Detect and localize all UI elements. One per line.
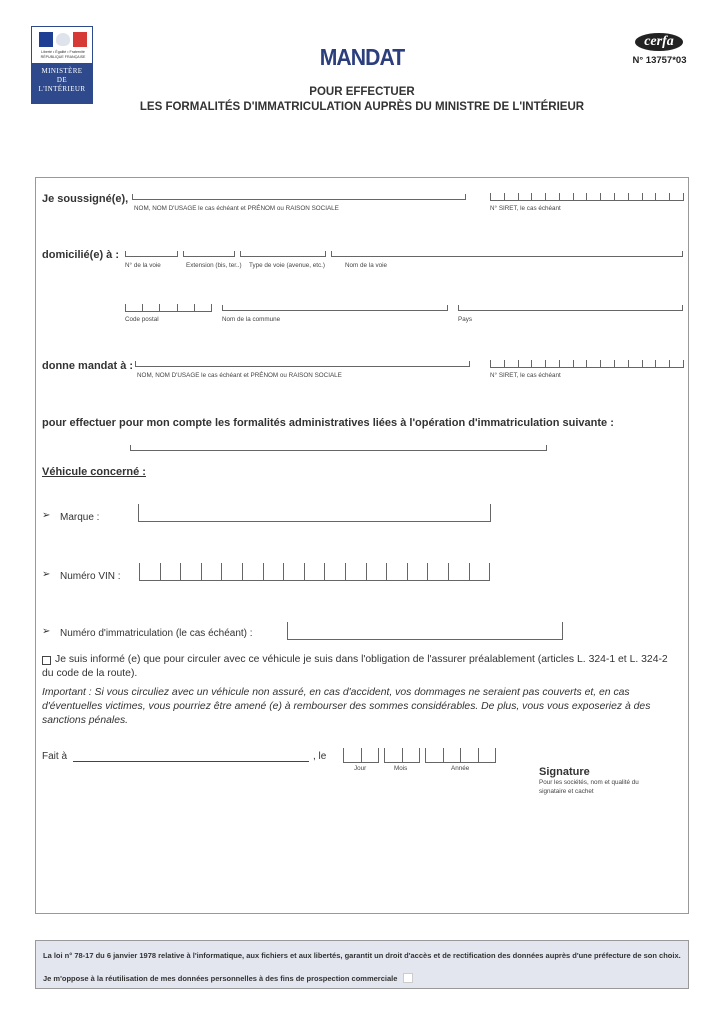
footer-notice (35, 940, 689, 989)
mandataire-name-caption: NOM, NOM D'USAGE le cas échéant et PRÉNOM ou RAISON SOCIALE (137, 372, 342, 379)
marianne-icon (56, 33, 70, 46)
cerfa-logo: cerfa (635, 33, 683, 51)
commune-field[interactable] (222, 305, 448, 311)
mois-caption: Mois (394, 765, 408, 772)
flag-blue (39, 32, 53, 47)
ministere-line: DE (56, 76, 68, 84)
signature-label: Signature (539, 766, 590, 778)
nom-voie-field[interactable] (331, 251, 683, 257)
mandataire-siret-caption: N° SIRET, le cas échéant (490, 372, 561, 379)
arrow-icon: ➢ (42, 510, 51, 521)
mandat-label: donne mandat à : (42, 360, 134, 372)
fait-lieu-field[interactable] (73, 761, 309, 762)
soussigne-name-field[interactable] (132, 194, 466, 200)
informe-text: Je suis informé (e) que pour circuler avec ce véhicule je suis dans l'obligation de l'assurer préalablement (articles L. 324-1 et L. 324-2 du code de la route). (42, 654, 668, 679)
mandataire-siret-field[interactable] (490, 360, 684, 368)
type-voie-caption: Type de voie (avenue, etc.) (249, 262, 325, 269)
domicile-label: domicilié(e) à : (42, 249, 120, 261)
mandataire-name-field[interactable] (135, 361, 470, 367)
oppose-checkbox[interactable] (403, 973, 413, 983)
vin-field[interactable] (139, 563, 490, 581)
mois-field[interactable] (384, 748, 420, 763)
vehicule-label: Véhicule concerné : (42, 466, 146, 478)
ministere-line: L'INTÉRIEUR (38, 85, 86, 93)
jour-caption: Jour (354, 765, 367, 772)
extension-caption: Extension (bis, ter..) (186, 262, 242, 269)
annee-caption: Année (451, 765, 470, 772)
soussigne-label: Je soussigné(e), (42, 193, 129, 205)
vin-label: Numéro VIN : (60, 571, 121, 582)
pays-caption: Pays (458, 316, 472, 323)
soussigne-name-caption: NOM, NOM D'USAGE le cas échéant et PRÉNOM ou RAISON SOCIALE (134, 205, 339, 212)
extension-field[interactable] (183, 251, 235, 257)
page-title: MANDAT (319, 44, 405, 70)
rf-text: Liberté • Égalité • Fraternité RÉPUBLIQUE FRANÇAISE (40, 50, 86, 59)
immat-field[interactable] (287, 622, 563, 640)
soussigne-siret-caption: N° SIRET, le cas échéant (490, 205, 561, 212)
republique-francaise-emblem (31, 26, 93, 64)
ministere-line: MINISTÈRE (41, 67, 83, 75)
soussigne-siret-field[interactable] (490, 193, 684, 201)
operation-field[interactable] (130, 445, 547, 451)
arrow-icon: ➢ (42, 626, 51, 637)
fait-label: Fait à (42, 751, 68, 762)
page-subtitle-2: LES FORMALITÉS D'IMMATRICULATION AUPRÈS DU MINISTRE DE L'INTÉRIEUR (139, 101, 585, 113)
operation-label: pour effectuer pour mon compte les formalités administratives liées à l'opération d'immatriculation suivante : (42, 417, 614, 429)
code-postal-caption: Code postal (125, 316, 159, 323)
marque-field[interactable] (138, 504, 491, 522)
commune-caption: Nom de la commune (222, 316, 281, 323)
cerfa-number: N° 13757*03 (632, 55, 687, 66)
page-subtitle-1: POUR EFFECTUER (309, 86, 415, 98)
nom-voie-caption: Nom de la voie (345, 262, 387, 269)
pays-field[interactable] (458, 305, 683, 311)
flag-red (73, 32, 87, 47)
oppose-text: Je m'oppose à la réutilisation de mes données personnelles à des fins de prospection commerciale (43, 974, 398, 983)
marque-label: Marque : (60, 512, 100, 523)
arrow-icon: ➢ (42, 569, 51, 580)
numero-voie-caption: N° de la voie (125, 262, 161, 269)
numero-voie-field[interactable] (125, 251, 178, 257)
jour-field[interactable] (343, 748, 379, 763)
important-text: Important : Si vous circuliez avec un véhicule non assuré, en cas d'accident, vos dommages ne seraient pas couverts et, en cas d'éventuelles victimes, vous pourriez être amené (e) à rembourser des sommes considérables. De plus, vous vous exposeriez à des sanctions pénales. (42, 687, 651, 726)
immat-label: Numéro d'immatriculation (le cas échéant) : (60, 628, 253, 639)
signature-caption: Pour les sociétés, nom et qualité du signataire et cachet (539, 779, 639, 795)
loi-text: La loi n° 78-17 du 6 janvier 1978 relative à l'informatique, aux fichiers et aux libertés, garantit un droit d'accès et de rectification des données auprès d'une préfecture de son choix. (43, 951, 681, 960)
type-voie-field[interactable] (240, 251, 326, 257)
code-postal-field[interactable] (125, 304, 212, 312)
annee-field[interactable] (425, 748, 496, 763)
signature-area[interactable] (539, 800, 679, 900)
le-label: , le (313, 751, 327, 762)
